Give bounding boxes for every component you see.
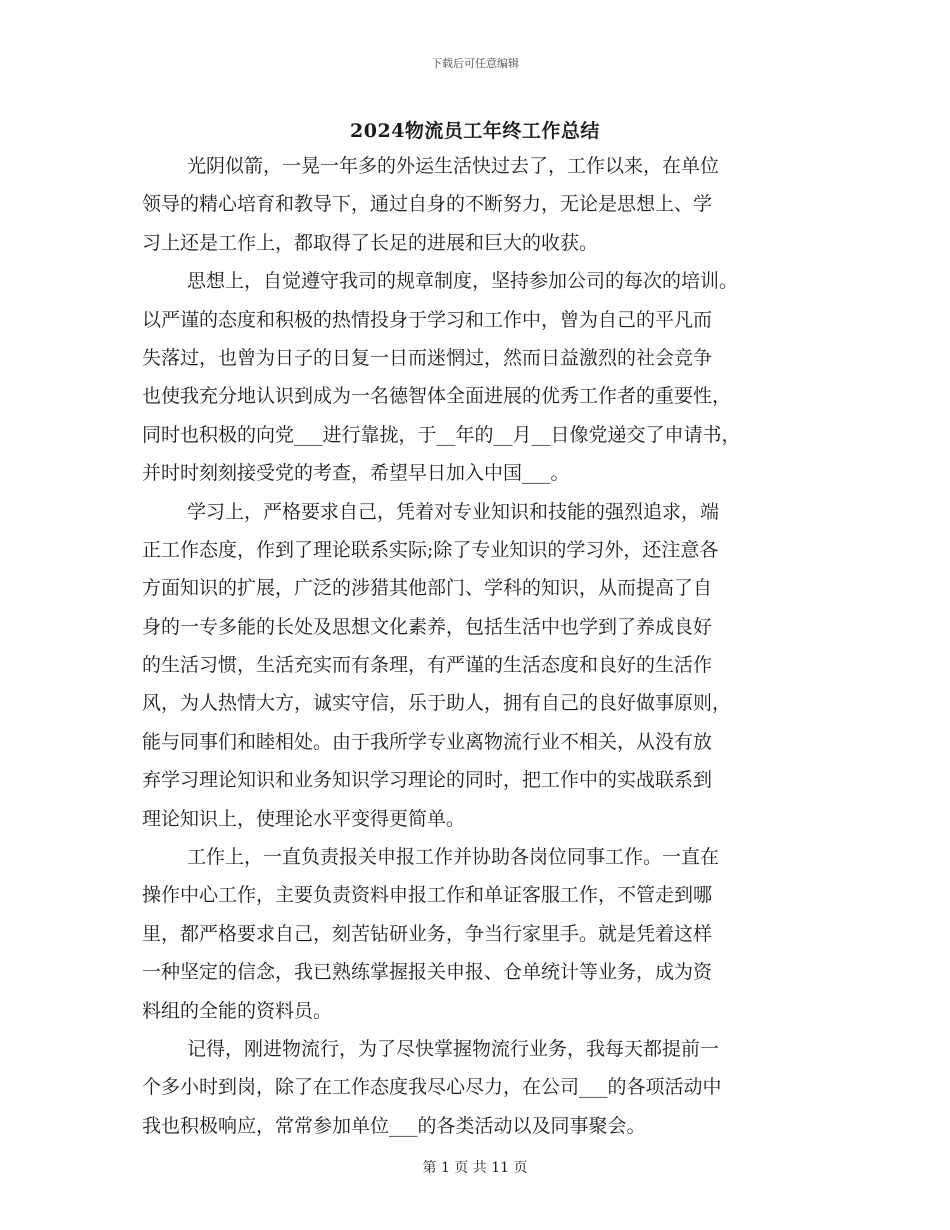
- text-line: 同时也积极的向党___进行靠拢，于__年的__月__日像党递交了申请书，: [142, 423, 741, 446]
- text-line: 方面知识的扩展，广泛的涉猎其他部门、学科的知识，从而提高了自: [142, 577, 713, 600]
- text-line: 工作上，一直负责报关申报工作并协助各岗位同事工作。一直在: [187, 846, 720, 869]
- text-line: 操作中心工作，主要负责资料申报工作和单证客服工作，不管走到哪: [142, 884, 713, 907]
- paragraph: [142, 1030, 822, 1145]
- text-line: 能与同事们和睦相处。由于我所学专业离物流行业不相关，从没有放: [142, 730, 713, 753]
- text-line: 弃学习理论知识和业务知识学习理论的同时，把工作中的实战联系到: [142, 769, 713, 792]
- text-line: 思想上，自觉遵守我司的规章制度，坚持参加公司的每次的培训。: [187, 270, 739, 293]
- paragraph: [142, 147, 822, 262]
- text-line: 习上还是工作上，都取得了长足的进展和巨大的收获。: [142, 231, 599, 254]
- paragraph: [142, 262, 822, 492]
- text-line: 里，都严格要求自己，刻苦钻研业务，争当行家里手。就是凭着这样: [142, 922, 713, 945]
- text-line: 正工作态度，作到了理论联系实际;除了专业知识的学习外，还注意各: [142, 538, 719, 561]
- text-line: 风，为人热情大方，诚实守信，乐于助人，拥有自己的良好做事原则，: [142, 692, 732, 715]
- text-line: 学习上，严格要求自己，凭着对专业知识和技能的强烈追求，端: [187, 500, 720, 523]
- text-line: 以严谨的态度和积极的热情投身于学习和工作中，曾为自己的平凡而: [142, 308, 713, 331]
- document-body: [142, 147, 822, 1145]
- header-note: 下载后可任意编辑: [431, 57, 519, 70]
- text-line: 光阴似箭，一晃一年多的外运生活快过去了，工作以来，在单位: [187, 155, 720, 177]
- text-line: 料组的全能的资料员。: [142, 999, 333, 1022]
- text-line: 记得，刚进物流行，为了尽快掌握物流行业务，我每天都提前一: [187, 1037, 720, 1060]
- page-indicator: 第 1 页 共 11 页: [422, 1160, 528, 1176]
- paragraph: [142, 493, 822, 839]
- document-title: 2024物流员工年终工作总结: [350, 120, 600, 142]
- paragraph: [142, 838, 822, 1030]
- text-line: 个多小时到岗，除了在工作态度我尽心尽力，在公司___的各项活动中: [142, 1076, 722, 1099]
- text-line: 也使我充分地认识到成为一名德智体全面进展的优秀工作者的重要性，: [142, 385, 732, 408]
- text-line: 一种坚定的信念，我已熟练掌握报关申报、仓单统计等业务，成为资: [142, 961, 713, 984]
- text-line: 的生活习惯，生活充实而有条理，有严谨的生活态度和良好的生活作: [142, 654, 713, 677]
- text-line: 失落过，也曾为日子的日复一日而迷惘过，然而日益激烈的社会竞争: [142, 346, 713, 369]
- text-line: 并时时刻刻接受党的考查，希望早日加入中国___。: [142, 462, 570, 485]
- text-line: 领导的精心培育和教导下，通过自身的不断努力，无论是思想上、学: [142, 193, 713, 216]
- text-line: 我也积极响应，常常参加单位___的各类活动以及同事聚会。: [142, 1114, 646, 1137]
- text-line: 身的一专多能的长处及思想文化素养，包括生活中也学到了养成良好: [142, 615, 713, 638]
- text-line: 理论知识上，使理论水平变得更简单。: [142, 807, 466, 830]
